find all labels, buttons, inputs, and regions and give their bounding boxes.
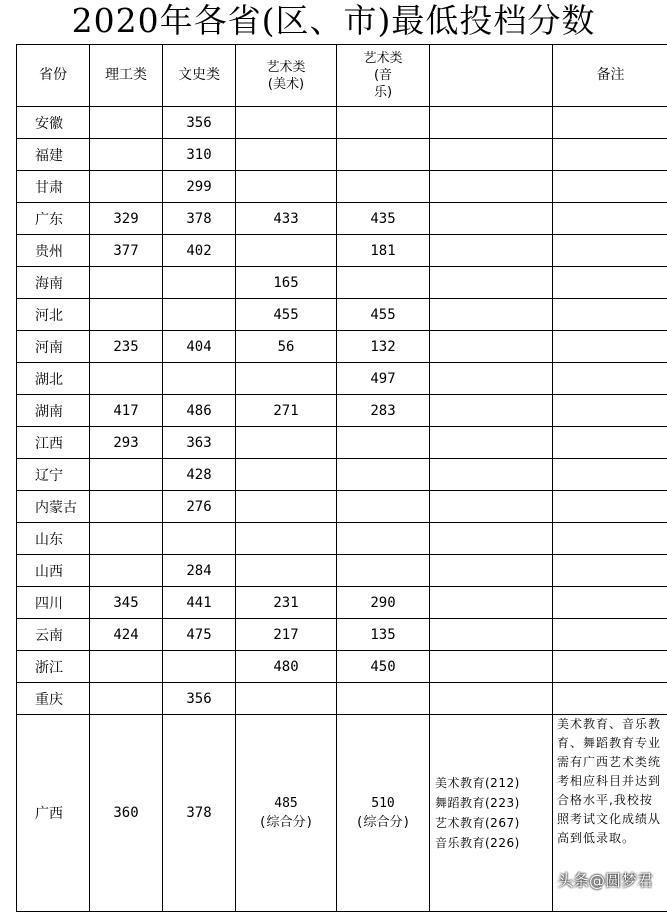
fine-art-score-cell: 271 [236,395,337,427]
fine-art-score-cell: 455 [236,299,337,331]
blank-cell [430,267,553,299]
remark-cell [553,139,667,171]
blank-cell [430,235,553,267]
music-score-cell [337,683,430,715]
header-music-line2: (音 [373,68,393,83]
music-score-cell [337,171,430,203]
fine-art-score-cell [236,171,337,203]
table-row [17,107,667,139]
remark-cell: 美术教育、音乐教育、舞蹈教育专业需有广西艺术类统考相应科目并达到合格水平,我校按照考试文化成绩从高到低录取。 [553,715,667,912]
science-score-cell [90,491,163,523]
province-cell: 江西 [17,427,90,459]
province-cell: 山西 [17,555,90,587]
table-row [17,171,667,203]
header-fine-art-line1: 艺术类 [266,59,306,75]
blank-cell [430,299,553,331]
science-score-cell [90,683,163,715]
table-row [17,459,667,491]
remark-cell [553,107,667,139]
music-score-cell [337,715,430,912]
liberal-score-cell: 404 [163,331,236,363]
remark-cell [553,587,667,619]
remark-cell [553,235,667,267]
header-row [17,45,667,107]
music-score-cell: 132 [337,331,430,363]
header-fine-art [236,45,337,107]
remark-cell [553,683,667,715]
science-score-cell: 377 [90,235,163,267]
header-liberal: 文史类 [163,45,236,107]
liberal-score-cell: 378 [163,715,236,912]
fine-art-score-cell [236,235,337,267]
music-score-cell [337,267,430,299]
liberal-score-cell: 441 [163,587,236,619]
table-row [17,587,667,619]
major-item: 美术教育(212) [435,776,520,790]
science-score-cell: 360 [90,715,163,912]
music-score-cell: 450 [337,651,430,683]
remark-cell [553,427,667,459]
header-science: 理工类 [90,45,163,107]
province-cell: 湖南 [17,395,90,427]
province-cell: 浙江 [17,651,90,683]
science-score-cell [90,107,163,139]
liberal-score-cell: 310 [163,139,236,171]
remark-cell [553,331,667,363]
liberal-score-cell [163,267,236,299]
table-row [17,331,667,363]
watermark: 头条@圆梦君 [556,871,653,890]
blank-cell [430,619,553,651]
music-score-cell: 497 [337,363,430,395]
liberal-score-cell: 402 [163,235,236,267]
liberal-score-cell [163,651,236,683]
remark-cell [553,459,667,491]
blank-cell [430,459,553,491]
province-cell: 广东 [17,203,90,235]
blank-cell [430,107,553,139]
header-music-line3: 乐) [373,85,393,100]
table-row [17,427,667,459]
science-score-cell [90,363,163,395]
province-cell: 广西 [17,715,90,912]
blank-cell [430,363,553,395]
liberal-score-cell: 486 [163,395,236,427]
blank-cell [430,171,553,203]
science-score-cell [90,555,163,587]
blank-cell [430,555,553,587]
fine-art-score-cell [236,523,337,555]
header-blank [430,45,553,107]
province-cell: 海南 [17,267,90,299]
fine-art-score-cell: 217 [236,619,337,651]
fine-art-score-cell: 433 [236,203,337,235]
music-score-note: (综合分) [355,815,411,830]
table-row [17,203,667,235]
remark-cell [553,171,667,203]
blank-cell [430,331,553,363]
blank-cell [430,491,553,523]
province-cell: 四川 [17,587,90,619]
liberal-score-cell: 378 [163,203,236,235]
table-row [17,523,667,555]
music-score-cell: 135 [337,619,430,651]
science-score-cell: 235 [90,331,163,363]
province-cell: 贵州 [17,235,90,267]
table-row [17,683,667,715]
music-score-cell [337,491,430,523]
blank-cell [430,203,553,235]
header-province: 省份 [17,45,90,107]
music-score-cell [337,427,430,459]
province-cell: 辽宁 [17,459,90,491]
liberal-score-cell [163,363,236,395]
blank-cell [430,395,553,427]
fine-art-score-cell [236,459,337,491]
fine-art-score-cell [236,715,337,912]
table-row [17,139,667,171]
score-table [16,44,667,912]
header-remark: 备注 [553,45,667,107]
header-music-line1: 艺术类 [363,51,403,66]
music-score-cell: 435 [337,203,430,235]
remark-cell [553,395,667,427]
page-title: 2020年各省(区、市)最低投档分数 [71,1,596,40]
fine-art-score-cell [236,139,337,171]
fine-art-score-cell: 480 [236,651,337,683]
science-score-cell [90,171,163,203]
province-cell: 河南 [17,331,90,363]
fine-art-score-note: (综合分) [258,815,314,830]
science-score-cell: 417 [90,395,163,427]
liberal-score-cell: 363 [163,427,236,459]
remark-cell [553,363,667,395]
blank-cell [430,651,553,683]
remark-cell [553,299,667,331]
liberal-score-cell: 276 [163,491,236,523]
blank-cell [430,587,553,619]
remark-cell [553,203,667,235]
music-score-cell [337,139,430,171]
province-cell: 福建 [17,139,90,171]
liberal-score-cell: 284 [163,555,236,587]
table-row [17,235,667,267]
table-row [17,363,667,395]
science-score-cell [90,459,163,491]
liberal-score-cell: 428 [163,459,236,491]
province-cell: 甘肃 [17,171,90,203]
music-score-cell [337,555,430,587]
table-row [17,299,667,331]
science-score-cell: 345 [90,587,163,619]
remark-cell [553,619,667,651]
province-cell: 云南 [17,619,90,651]
liberal-score-cell [163,299,236,331]
table-row [17,651,667,683]
music-score-cell: 455 [337,299,430,331]
remark-cell [553,651,667,683]
major-item: 舞蹈教育(223) [435,796,520,810]
music-score-cell: 283 [337,395,430,427]
music-score: 510 [371,796,395,811]
liberal-score-cell: 356 [163,107,236,139]
blank-cell [430,427,553,459]
fine-art-score-cell [236,363,337,395]
table-row [17,555,667,587]
liberal-score-cell [163,523,236,555]
liberal-score-cell: 475 [163,619,236,651]
fine-art-score-cell [236,683,337,715]
table-row [17,267,667,299]
header-fine-art-line2: (美术) [267,76,305,92]
province-cell: 河北 [17,299,90,331]
province-cell: 安徽 [17,107,90,139]
music-score-cell [337,107,430,139]
science-score-cell [90,139,163,171]
science-score-cell [90,651,163,683]
fine-art-score-cell [236,427,337,459]
science-score-cell: 293 [90,427,163,459]
music-score-cell [337,523,430,555]
music-score-cell: 181 [337,235,430,267]
province-cell: 山东 [17,523,90,555]
remark-cell [553,523,667,555]
blank-cell [430,139,553,171]
fine-art-score-cell: 56 [236,331,337,363]
liberal-score-cell: 356 [163,683,236,715]
music-score-cell: 290 [337,587,430,619]
table-row [17,491,667,523]
science-score-cell: 424 [90,619,163,651]
major-item: 艺术教育(267) [435,816,520,830]
blank-cell [430,683,553,715]
table-row [17,619,667,651]
blank-cell [430,523,553,555]
header-music [337,45,430,107]
fine-art-score-cell [236,107,337,139]
remark-cell [553,491,667,523]
table-row [17,395,667,427]
liberal-score-cell: 299 [163,171,236,203]
music-score-cell [337,459,430,491]
science-score-cell [90,267,163,299]
remark-cell [553,267,667,299]
fine-art-score: 485 [274,796,298,811]
province-cell: 湖北 [17,363,90,395]
fine-art-score-cell: 165 [236,267,337,299]
science-score-cell: 329 [90,203,163,235]
fine-art-score-cell [236,555,337,587]
major-item: 音乐教育(226) [435,836,520,850]
remark-cell [553,555,667,587]
province-cell: 内蒙古 [17,491,90,523]
science-score-cell [90,523,163,555]
fine-art-score-cell: 231 [236,587,337,619]
science-score-cell [90,299,163,331]
fine-art-score-cell [236,491,337,523]
majors-cell [430,715,553,912]
province-cell: 重庆 [17,683,90,715]
